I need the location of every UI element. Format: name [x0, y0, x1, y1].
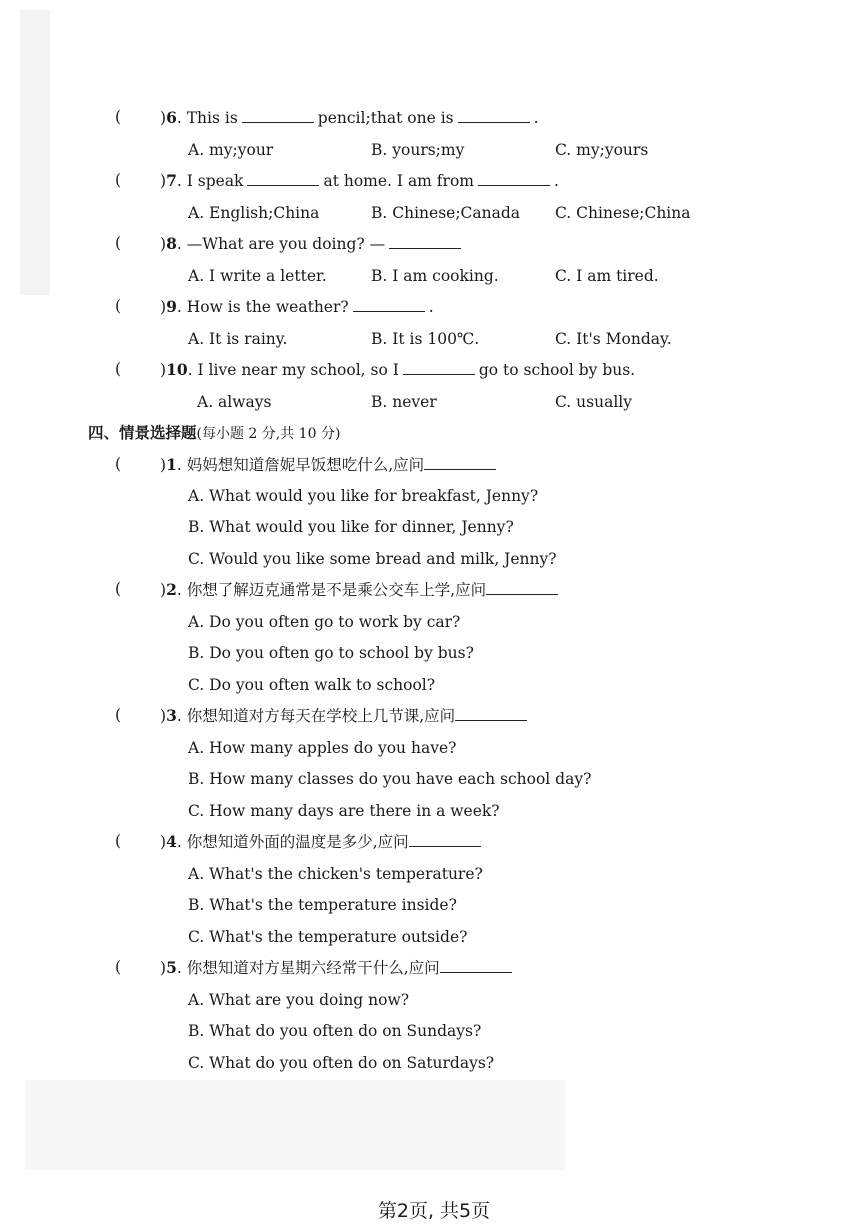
answer-paren[interactable]: (	[115, 958, 122, 976]
option-b: B. What's the temperature inside?	[188, 896, 457, 914]
option-a: A. What are you doing now?	[188, 991, 410, 1009]
option-b: B. What would you like for dinner, Jenny?	[188, 518, 514, 536]
option-b: B. Do you often go to school by bus?	[188, 644, 474, 662]
page-number: 第2页, 共5页	[377, 1200, 491, 1222]
answer-blank[interactable]	[486, 580, 558, 595]
option-b: B. I am cooking.	[371, 267, 499, 285]
option-c: C. usually	[555, 393, 632, 411]
answer-blank[interactable]	[424, 455, 496, 470]
answer-blank[interactable]	[440, 958, 512, 973]
option-a: A. my;your	[188, 141, 274, 159]
option-a: A. I write a letter.	[188, 267, 327, 285]
answer-paren[interactable]: (	[115, 108, 122, 126]
option-a: A. always	[197, 393, 272, 411]
answer-blank[interactable]	[242, 108, 314, 123]
answer-blank[interactable]	[247, 171, 319, 186]
answer-blank[interactable]	[478, 171, 550, 186]
option-a: A. What would you like for breakfast, Jenny?	[188, 487, 539, 505]
exam-page: ( )6. This is pencil;that one is . A. my;your B. yours;my C. my;yours ( )7. I speak at home. I am from . A. English;China B. Chinese;Canada C. Chinese;China ( )8. —What are you doing? — A. I write a letter. B. I am cooking. C. I am tired. ( )9. How is the weather? . A. It is rainy. B. It is 100℃. C. It's Monday. ( )10. I live near my school, so I go to school by bus. A. always B. never C. usually 四、情景选择题(每小题 2 分,共 10 分) ( )1. 妈妈想知道詹妮早饭想吃什么,应问 A. What would you like for breakfast, Jenny? B. What would you like for dinner, Jenny? C. Would you like some bread and milk, Jenny? ( )2. 你想了解迈克通常是不是乘公交车上学,应问 A. Do you often go to work by car? B. Do you often go to school by bus? C. Do you often walk to school? ( )3. 你想知道对方每天在学校上几节课,应问 A. How many apples do you have? B. How many classes do you have each school day? C. How many days are there in a week? ( )4. 你想知道外面的温度是多少,应问 A. What's the chicken's temperature? B. What's the temperature inside? C. What's the temperature outside? ( )5. 你想知道对方星期六经常干什么,应问 A. What are you doing now? B. What do you often do on Sundays? C. What do you often do on Saturdays? 第2页, 共5页	[0, 0, 868, 1227]
option-c: C. It's Monday.	[555, 330, 672, 348]
option-b: B. It is 100℃.	[371, 330, 480, 348]
answer-paren[interactable]: (	[115, 580, 122, 598]
section-heading: 四、情景选择题(每小题 2 分,共 10 分)	[88, 423, 341, 442]
option-c: C. my;yours	[555, 141, 649, 159]
answer-paren[interactable]: (	[115, 360, 122, 378]
option-c: C. What's the temperature outside?	[188, 928, 468, 946]
answer-paren[interactable]: (	[115, 297, 122, 315]
option-b: B. Chinese;Canada	[371, 204, 521, 222]
option-a: A. English;China	[188, 204, 320, 222]
scan-shadow-left	[20, 10, 50, 295]
option-c: C. Do you often walk to school?	[188, 676, 436, 694]
option-a: A. Do you often go to work by car?	[188, 613, 461, 631]
option-c: C. I am tired.	[555, 267, 659, 285]
answer-blank[interactable]	[455, 706, 527, 721]
answer-blank[interactable]	[403, 360, 475, 375]
answer-blank[interactable]	[353, 297, 425, 312]
option-a: A. It is rainy.	[188, 330, 288, 348]
answer-paren[interactable]: (	[115, 832, 122, 850]
option-a: A. How many apples do you have?	[188, 739, 457, 757]
option-b: B. How many classes do you have each school day?	[188, 770, 592, 788]
option-a: A. What's the chicken's temperature?	[188, 865, 483, 883]
option-c: C. Chinese;China	[555, 204, 691, 222]
answer-paren[interactable]: (	[115, 706, 122, 724]
option-c: C. How many days are there in a week?	[188, 802, 500, 820]
answer-blank[interactable]	[458, 108, 530, 123]
option-b: B. What do you often do on Sundays?	[188, 1022, 482, 1040]
answer-paren[interactable]: (	[115, 234, 122, 252]
answer-blank[interactable]	[409, 832, 481, 847]
answer-blank[interactable]	[389, 234, 461, 249]
scan-shadow-bottom	[25, 1080, 565, 1170]
option-c: C. Would you like some bread and milk, Jenny?	[188, 550, 557, 568]
option-b: B. never	[371, 393, 437, 411]
answer-paren[interactable]: (	[115, 171, 122, 189]
answer-paren[interactable]: (	[115, 455, 122, 473]
option-b: B. yours;my	[371, 141, 465, 159]
option-c: C. What do you often do on Saturdays?	[188, 1054, 495, 1072]
